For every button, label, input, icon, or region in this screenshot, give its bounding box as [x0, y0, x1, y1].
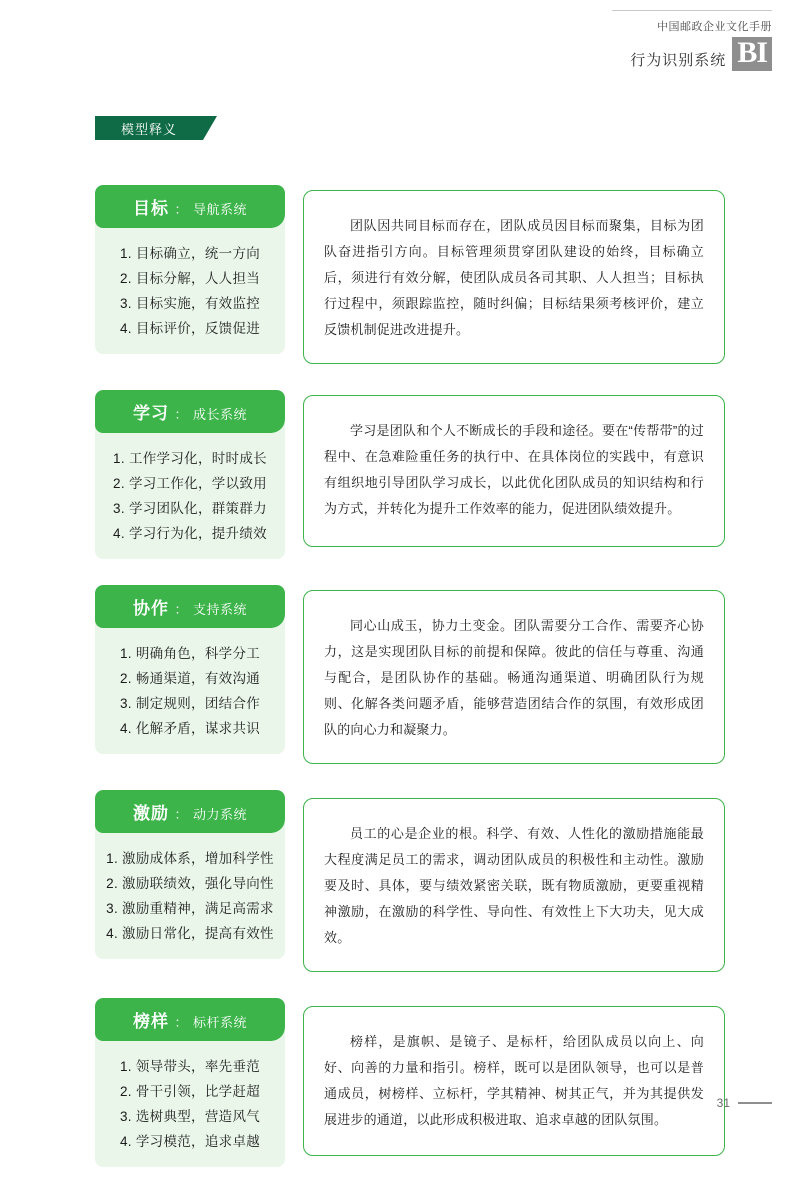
principle-list	[95, 433, 285, 547]
list-item: 3. 目标实施，有效监控	[119, 295, 261, 311]
description-card	[303, 590, 725, 764]
description-paragraph: 团队因共同目标而存在，团队成员因目标而聚集，目标为团队奋进指引方向。目标管理须贯穿团队建设的始终，目标确立后，须进行有效分解，使团队成员各司其职、人人担当；目标执行过程中，须跟踪监控，随时纠偏；目标结果须考核评价，建立反馈机制促进改进提升。	[324, 218, 704, 337]
separator: ：	[174, 202, 188, 217]
left-card	[95, 790, 285, 959]
header-system-name: 行为识别系统	[630, 51, 727, 69]
list-item: 2. 畅通渠道，有效沟通	[119, 670, 261, 686]
list-item: 4. 学习模范，追求卓越	[119, 1133, 261, 1149]
left-card-header	[95, 585, 285, 628]
principle-list	[95, 1041, 285, 1155]
list-item: 4. 激励日常化，提高有效性	[106, 925, 274, 941]
list-item: 3. 选树典型，营造风气	[119, 1108, 261, 1124]
list-item: 1. 领导带头，率先垂范	[119, 1058, 261, 1074]
list-item: 3. 激励重精神，满足高需求	[106, 900, 274, 916]
list-item: 2. 激励联绩效，强化导向性	[106, 875, 274, 891]
header-bi-badge: BI	[732, 37, 772, 71]
section-title-chip	[95, 116, 203, 140]
principle-list	[95, 228, 285, 342]
principle-list	[95, 833, 285, 947]
list-item: 1. 目标确立，统一方向	[119, 246, 261, 261]
list-item: 2. 骨干引领，比学赶超	[119, 1083, 261, 1099]
section-title-label: 模型释义	[120, 121, 177, 137]
left-card-header	[95, 790, 285, 833]
left-card-header	[95, 998, 285, 1041]
separator: ：	[174, 407, 188, 422]
page-footer	[717, 1096, 772, 1110]
description-card	[303, 395, 725, 547]
page-header	[630, 18, 772, 71]
description-card	[303, 798, 725, 972]
keyword-label: 协作	[133, 598, 170, 618]
list-item: 4. 化解矛盾，谋求共识	[119, 720, 261, 736]
header-system-row	[630, 37, 772, 71]
list-item: 4. 学习行为化，提升绩效	[113, 525, 267, 541]
separator: ：	[174, 806, 188, 822]
keyword-label: 学习	[133, 404, 170, 423]
principle-list	[95, 628, 285, 742]
list-item: 1. 激励成体系，增加科学性	[106, 850, 274, 866]
model-row-rolemodel	[95, 998, 725, 1167]
list-item: 3. 制定规则，团结合作	[119, 695, 261, 711]
system-label: 导航系统	[192, 202, 247, 217]
list-item: 2. 目标分解，人人担当	[119, 270, 261, 286]
page-number: 31	[716, 1096, 730, 1110]
model-row-learning	[95, 390, 725, 559]
keyword-label: 激励	[133, 803, 170, 823]
left-card-header	[95, 185, 285, 228]
separator: ：	[174, 1014, 188, 1030]
description-card	[303, 190, 725, 364]
list-item: 3. 学习团队化，群策群力	[113, 500, 267, 516]
description-card	[303, 1006, 725, 1156]
left-card	[95, 390, 285, 559]
header-handbook-title: 中国邮政企业文化手册	[657, 21, 772, 33]
system-label: 支持系统	[192, 601, 247, 617]
model-row-motivation	[95, 790, 725, 972]
list-item: 1. 工作学习化，时时成长	[113, 451, 267, 466]
list-item: 1. 明确角色，科学分工	[119, 645, 261, 661]
system-label: 成长系统	[192, 407, 247, 422]
model-explanation-list	[95, 185, 725, 1193]
description-paragraph: 同心山成玉，协力土变金。团队需要分工合作、需要齐心协力，这是实现团队目标的前提和保障。彼此的信任与尊重、沟通与配合，是团队协作的基础。畅通沟通渠道、明确团队行为规则、化解各类问题矛盾，能够营造团结合作的氛围，有效形成团队的向心力和凝聚力。	[324, 617, 704, 737]
system-label: 标杆系统	[192, 1014, 247, 1030]
system-label: 动力系统	[192, 806, 247, 822]
description-paragraph: 榜样，是旗帜、是镜子、是标杆，给团队成员以向上、向好、向善的力量和指引。榜样，既可以是团队领导，也可以是普通成员，树榜样、立标杆，学其精神、树其正气，并为其提供发展进步的通道，以此形成积极进取、追求卓越的团队氛围。	[324, 1033, 704, 1127]
list-item: 4. 目标评价，反馈促进	[119, 320, 261, 336]
left-card	[95, 998, 285, 1167]
left-card-header	[95, 390, 285, 433]
model-row-target	[95, 185, 725, 364]
left-card	[95, 585, 285, 754]
header-divider	[612, 10, 772, 11]
list-item: 2. 学习工作化，学以致用	[113, 475, 267, 491]
model-row-collaboration	[95, 585, 725, 764]
left-card	[95, 185, 285, 354]
separator: ：	[174, 601, 188, 617]
keyword-label: 目标	[133, 199, 170, 218]
description-paragraph: 学习是团队和个人不断成长的手段和途径。要在“传帮带”的过程中、在急难险重任务的执行中、在具体岗位的实践中，有意识有组织地引导团队学习成长，以此优化团队成员的知识结构和行为方式，并转化为提升工作效率的能力，促进团队绩效提升。	[324, 423, 704, 516]
footer-divider	[738, 1102, 772, 1104]
keyword-label: 榜样	[133, 1011, 170, 1031]
description-paragraph: 员工的心是企业的根。科学、有效、人性化的激励措施能最大程度满足员工的需求，调动团队成员的积极性和主动性。激励要及时、具体，要与绩效紧密关联，既有物质激励，更要重视精神激励，在激励的科学性、导向性、有效性上下大功夫，见大成效。	[324, 825, 704, 945]
